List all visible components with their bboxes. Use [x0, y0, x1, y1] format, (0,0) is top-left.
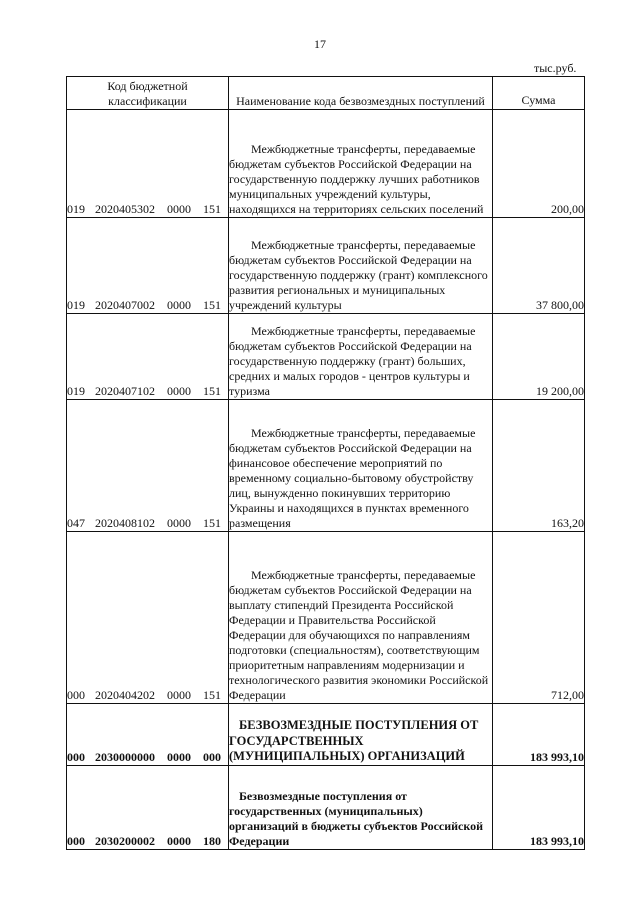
description-text: Межбюджетные трансферты, передаваемые бюджетам субъектов Российской Федерации на государственную поддержку (грант) комплексного развития региональных и муниципальных учреждений культуры	[229, 238, 488, 312]
code-admin: 047	[67, 516, 85, 530]
table-row	[67, 314, 585, 400]
amount-cell: 712,00	[493, 532, 585, 704]
table-row	[67, 110, 585, 218]
budget-code-cell	[67, 110, 229, 218]
budget-code-cell	[67, 532, 229, 704]
code-code: 2030000000	[95, 750, 155, 764]
amount-cell: 183 993,10	[493, 704, 585, 766]
code-kosgu: 151	[203, 202, 221, 216]
amount-cell: 19 200,00	[493, 314, 585, 400]
description-cell	[229, 704, 493, 766]
budget-code-cell	[67, 314, 229, 400]
budget-code-cell	[67, 400, 229, 532]
code-prog: 0000	[167, 750, 191, 764]
code-prog: 0000	[167, 298, 191, 312]
header-sum: Сумма	[493, 77, 585, 110]
description-cell	[229, 110, 493, 218]
code-admin: 000	[67, 750, 85, 764]
table-row	[67, 704, 585, 766]
code-prog: 0000	[167, 516, 191, 530]
code-code: 2020408102	[95, 516, 155, 530]
description-cell	[229, 400, 493, 532]
code-admin: 019	[67, 384, 85, 398]
budget-code-cell	[67, 704, 229, 766]
amount-cell: 183 993,10	[493, 766, 585, 850]
table-header-row	[67, 77, 585, 110]
code-code: 2020407002	[95, 298, 155, 312]
amount-cell: 37 800,00	[493, 218, 585, 314]
table-row	[67, 766, 585, 850]
description-cell	[229, 314, 493, 400]
code-prog: 0000	[167, 834, 191, 848]
code-kosgu: 180	[203, 834, 221, 848]
code-prog: 0000	[167, 384, 191, 398]
code-prog: 0000	[167, 202, 191, 216]
code-code: 2030200002	[95, 834, 155, 848]
code-kosgu: 151	[203, 298, 221, 312]
code-code: 2020405302	[95, 202, 155, 216]
table-row	[67, 400, 585, 532]
budget-table	[66, 76, 585, 850]
code-admin: 019	[67, 202, 85, 216]
table-row	[67, 218, 585, 314]
code-kosgu: 000	[203, 750, 221, 764]
amount-cell: 163,20	[493, 400, 585, 532]
code-code: 2020407102	[95, 384, 155, 398]
code-admin: 000	[67, 834, 85, 848]
code-kosgu: 151	[203, 384, 221, 398]
description-cell	[229, 218, 493, 314]
page-number: 17	[314, 37, 326, 51]
amount-cell: 200,00	[493, 110, 585, 218]
description-text: Межбюджетные трансферты, передаваемые бюджетам субъектов Российской Федерации на государственную поддержку лучших работников муниципальных учреждений культуры, находящихся на территориях сельских поселений	[229, 142, 484, 216]
code-kosgu: 151	[203, 688, 221, 702]
description-cell	[229, 532, 493, 704]
description-text: Межбюджетные трансферты, передаваемые бюджетам субъектов Российской Федерации на финансовое обеспечение мероприятий по временному социально-бытовому обустройству лиц, вынужденно покинувших территорию Украины и находящихся в пунктах временного размещения	[229, 426, 476, 530]
budget-code-cell	[67, 218, 229, 314]
header-code: Код бюджетной классификации	[67, 77, 229, 110]
description-text: БЕЗВОЗМЕЗДНЫЕ ПОСТУПЛЕНИЯ ОТ ГОСУДАРСТВЕННЫХ (МУНИЦИПАЛЬНЫХ) ОРГАНИЗАЦИЙ	[229, 718, 479, 764]
description-text: Межбюджетные трансферты, передаваемые бюджетам субъектов Российской Федерации на государственную поддержку (грант) больших, средних и малых городов - центров культуры и туризма	[229, 324, 476, 398]
description-text: Безвозмездные поступления от государственных (муниципальных) организаций в бюджеты субъектов Российской Федерации	[229, 789, 484, 848]
code-admin: 019	[67, 298, 85, 312]
header-name: Наименование кода безвозмездных поступлений	[229, 77, 493, 110]
code-prog: 0000	[167, 688, 191, 702]
code-admin: 000	[67, 688, 85, 702]
description-cell	[229, 766, 493, 850]
units-label: тыс.руб.	[534, 61, 577, 75]
budget-code-cell	[67, 766, 229, 850]
table-row	[67, 532, 585, 704]
code-kosgu: 151	[203, 516, 221, 530]
code-code: 2020404202	[95, 688, 155, 702]
description-text: Межбюджетные трансферты, передаваемые бюджетам субъектов Российской Федерации на выплату стипендий Президента Российской Федерации и Правительства Российской Федерации для обучающихся по направлениям подготовки (специальностям), соответствующим приоритетным направлениям модернизации и технологического развития экономики Российской Федерации	[229, 568, 489, 702]
